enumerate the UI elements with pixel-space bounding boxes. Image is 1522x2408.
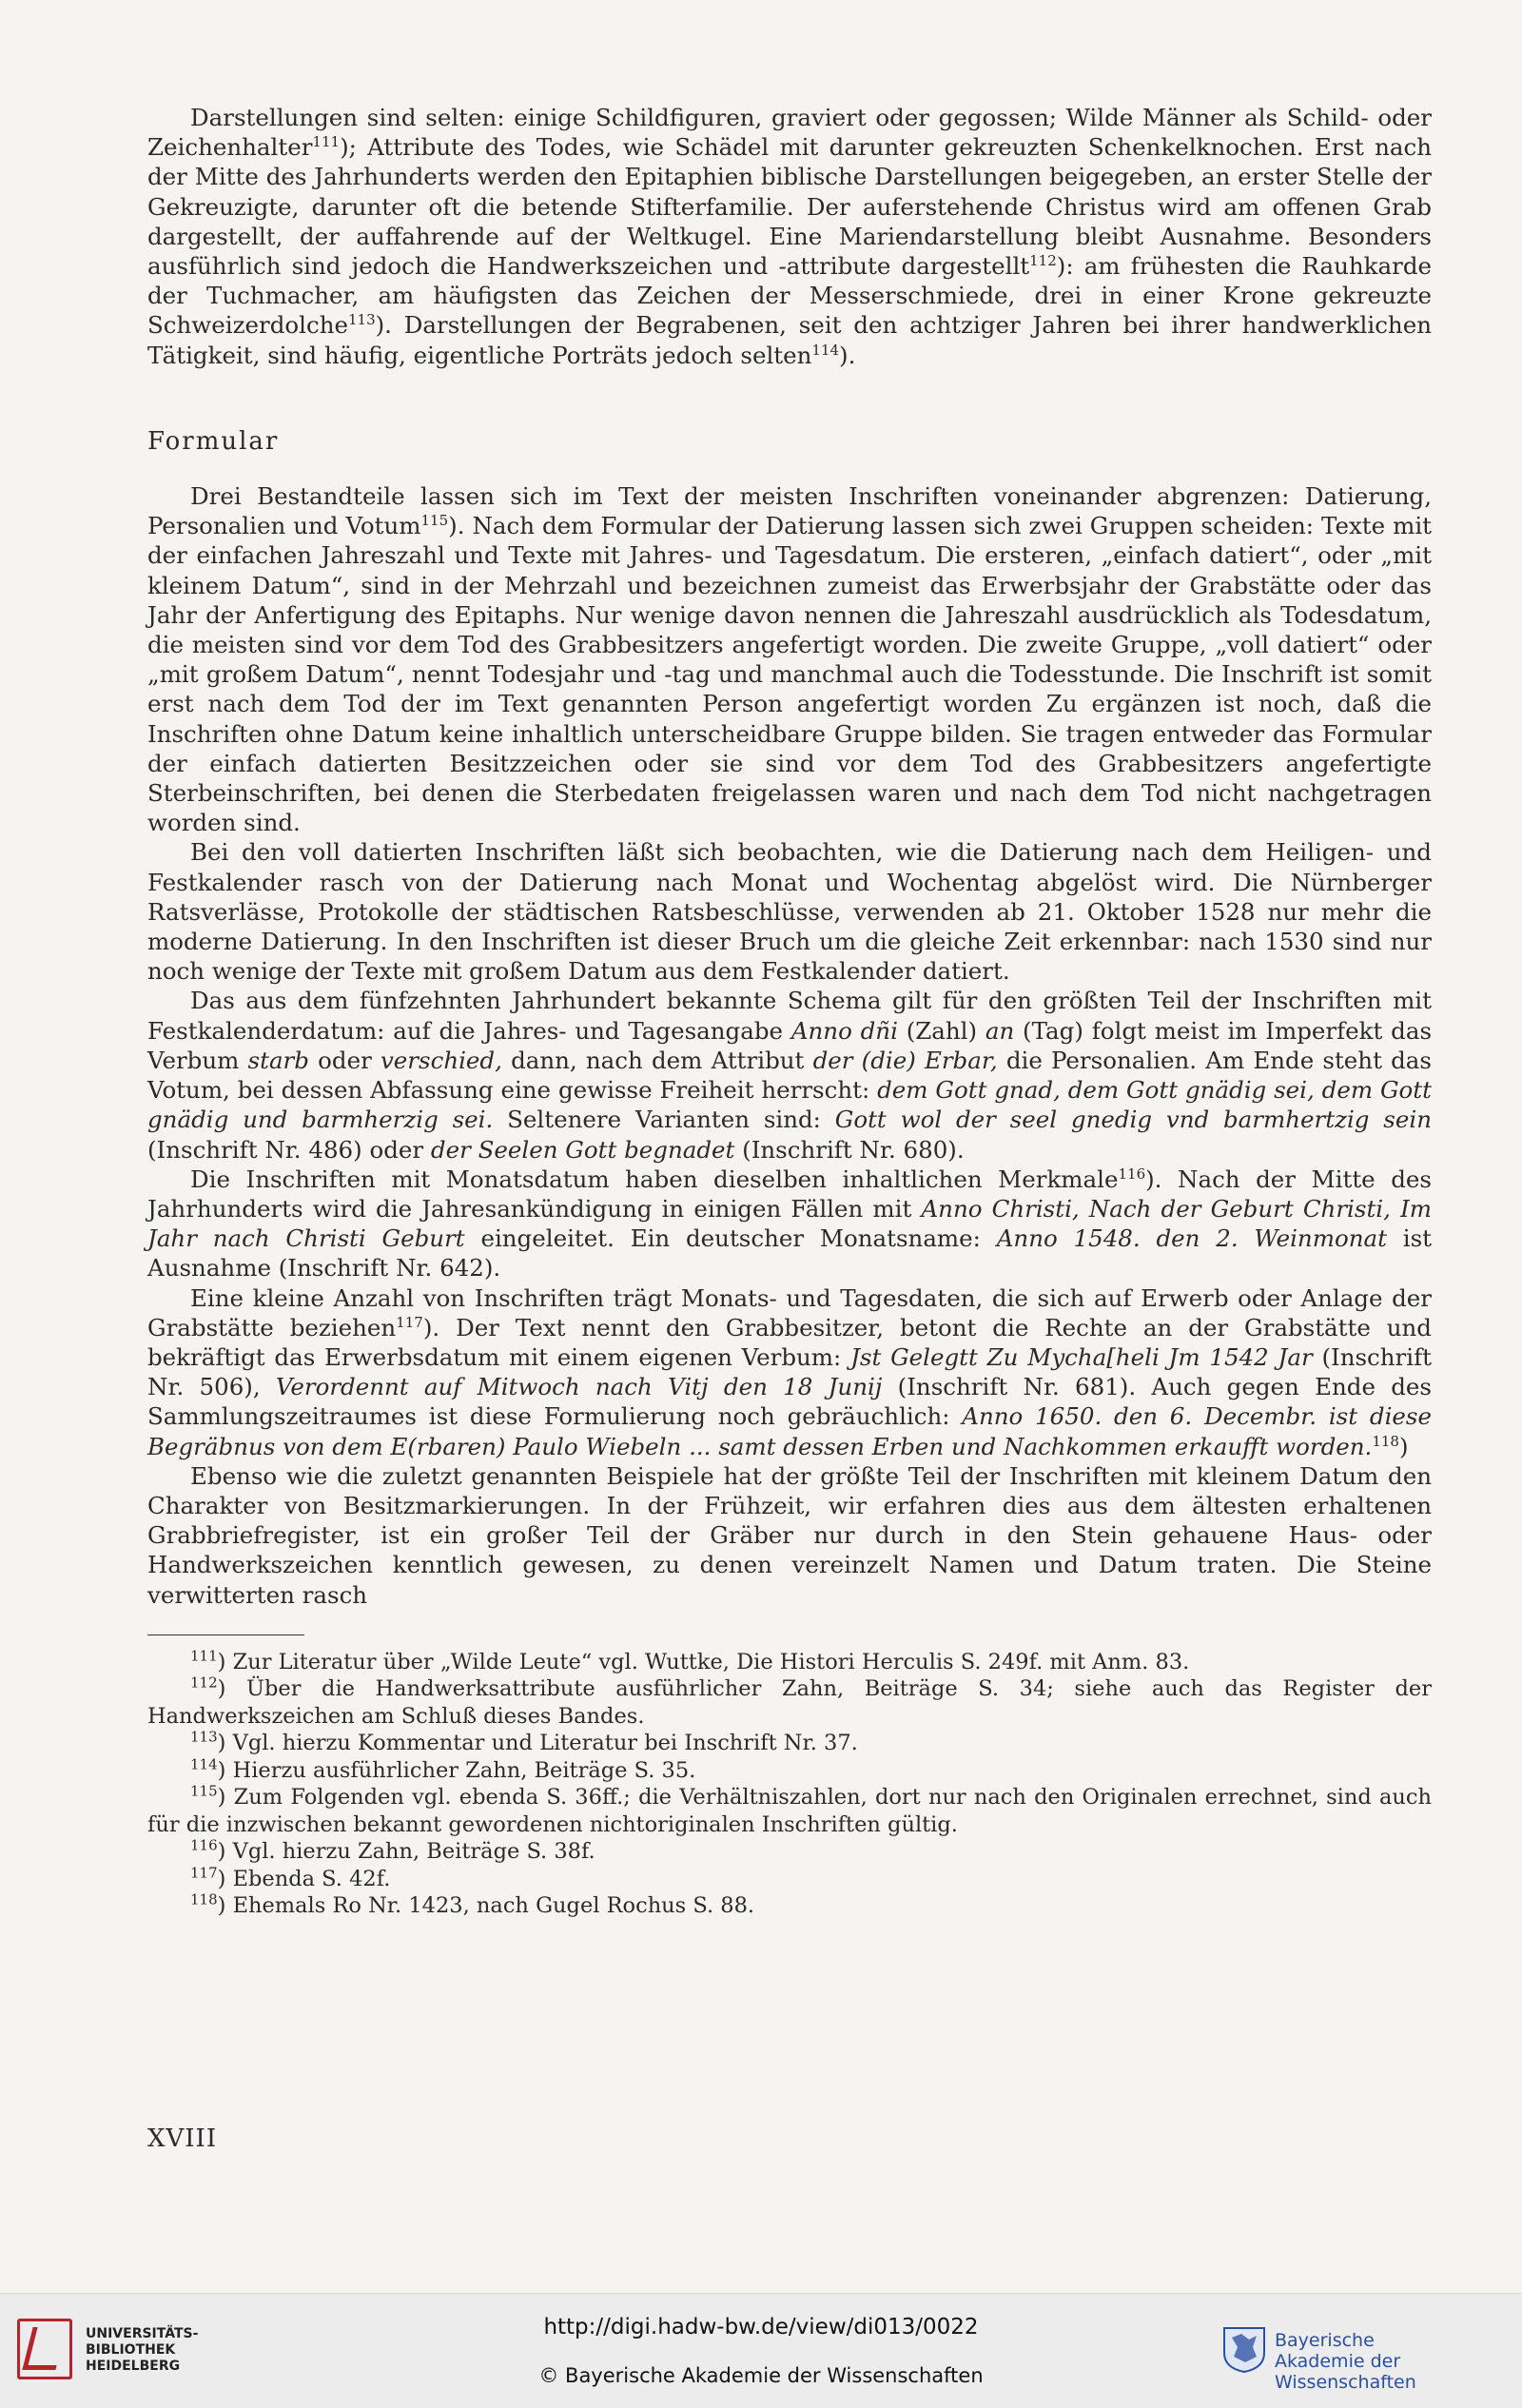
paragraph-5: Die Inschriften mit Monatsdatum haben dieselben inhaltlichen Merkmale$^{116}$). Nach der Mitte des Jahrhunderts wird die Jahresankündigung in einigen Fällen mit Anno Christi, Nach der Geburt Christi, Im Jahr nach Christi Geburt eingeleitet. Ein deutscher Monatsname: Anno 1548. den 2. Weinmonat ist Ausnahme (Inschrift Nr. 642). bbox=[147, 1165, 1432, 1282]
footnote: $^{114}$) Hierzu ausführlicher Zahn, Beiträge S. 35. bbox=[190, 1755, 696, 1783]
footnote: $^{118}$) Ehemals Ro Nr. 1423, nach Gugel Rochus S. 88. bbox=[190, 1890, 755, 1919]
footnotes bbox=[147, 1649, 1432, 1920]
paragraph-3: Bei den voll datierten Inschriften läßt sich beobachten, wie die Datierung nach dem Heiligen- und Festkalender rasch von der Datierung nach Monat und Wochentag abgelöst wird. Die Nürnberger Ratsverlässe, Protokolle der städtischen Ratsbeschlüsse, verwenden ab 21. Oktober 1528 nur mehr die moderne Datierung. In den Inschriften ist dieser Bruch um die gleiche Zeit erkennbar: nach 1530 sind nur noch wenige der Texte mit großem Datum aus dem Festkalender datiert. bbox=[147, 838, 1432, 986]
paragraph-2: Drei Bestandteile lassen sich im Text der meisten Inschriften voneinander abgrenzen: Datierung, Personalien und Votum$^{115}$). Nach dem Formular der Datierung lassen sich zwei Gruppen scheiden: Texte mit der einfachen Jahreszahl und Texte mit Jahres- und Tagesdatum. Die ersteren, „einfach datiert“, oder „mit kleinem Datum“, sind in der Mehrzahl und bezeichnen zumeist das Erwerbsjahr der Grabstätte oder das Jahr der Anfertigung des Epitaphs. Nur wenige davon nennen die Jahreszahl ausdrücklich als Todesdatum, die meisten sind vor dem Tod des Grabbesitzers angefertigt worden. Die zweite Gruppe, „voll datiert“ oder „mit großem Datum“, nennt Todesjahr und -tag und manchmal auch die Todesstunde. Die Inschrift ist somit erst nach dem Tod der im Text genannten Person angefertigt worden Zu ergänzen ist noch, daß die Inschriften ohne Datum keine inhaltlich unterscheidbare Gruppe bilden. Sie tragen entweder das Formular der einfach datierten Besitzzeichen oder sie sind vor dem Tod des Grabbesitzers angefertigte Sterbeinschriften, bei denen die Sterbedaten freigelassen waren und nach dem Tod nicht nachgetragen worden sind. bbox=[147, 482, 1433, 837]
footnote-ref-116[interactable]: 116 bbox=[1118, 1165, 1146, 1183]
footnote-ref-113[interactable]: 113 bbox=[347, 311, 376, 329]
viewer-footer bbox=[0, 2293, 1522, 2408]
footnote: $^{116}$) Vgl. hierzu Zahn, Beiträge S. 38f. bbox=[190, 1836, 595, 1865]
footnote: $^{115}$) Zum Folgenden vgl. ebenda S. 36ff.; die Verhältniszahlen, dort nur nach den Originalen errechnet, sind auch für die inzwischen bekannt gewordenen nichtoriginalen Inschriften gültig. bbox=[147, 1782, 1432, 1837]
main-text bbox=[147, 103, 1432, 1920]
footnote: $^{111}$) Zur Literatur über „Wilde Leute“ vgl. Wuttke, Die Histori Herculis S. 249f. mit Anm. 83. bbox=[190, 1647, 1190, 1674]
footnote-ref-112[interactable]: 112 bbox=[1029, 251, 1057, 269]
copyright-notice: © Bayerische Akademie der Wissenschaften bbox=[538, 2364, 984, 2387]
footnote-ref-118[interactable]: 118 bbox=[1372, 1432, 1399, 1450]
paragraph-1: Darstellungen sind selten: einige Schildfiguren, graviert oder gegossen; Wilde Männer als Schild- oder Zeichenhalter$^{111}$); Attribute des Todes, wie Schädel mit darunter gekreuzten Schenkelknochen. Erst nach der Mitte des Jahrhunderts werden den Epitaphien biblische Darstellungen beigegeben, an erster Stelle der Gekreuzigte, darunter oft die betende Stifterfamilie. Der auferstehende Christus wird am offenen Grab dargestellt, der auffahrende auf der Weltkugel. Eine Mariendarstellung bleibt Ausnahme. Besonders ausführlich sind jedoch die Handwerkszeichen und -attribute dargestellt$^{112}$): am frühesten die Rauhkarde der Tuchmacher, am häufigsten das Zeichen der Messerschmiede, drei in einer Krone gekreuzte Schweizerdolche$^{113}$). Darstellungen der Begrabenen, seit den achtziger Jahren bei ihrer handwerklichen Tätigkeit, sind häufig, eigentliche Porträts jedoch selten$^{114}$). bbox=[147, 104, 1432, 369]
paragraph-7: Ebenso wie die zuletzt genannten Beispiele hat der größte Teil der Inschriften mit kleinem Datum den Charakter von Besitzmarkierungen. In der Frühzeit, wir erfahren dies aus dem ältesten erhaltenen Grabbriefregister, ist ein großer Teil der Gräber nur durch in den Stein gehauene Haus- oder Handwerkszeichen kenntlich gewesen, zu denen vereinzelt Namen und Datum traten. Die Steine verwitterten rasch bbox=[147, 1461, 1432, 1609]
footnote-ref-117[interactable]: 117 bbox=[396, 1313, 423, 1331]
footnote: $^{113}$) Vgl. hierzu Kommentar und Literatur bei Inschrift Nr. 37. bbox=[190, 1728, 858, 1756]
academy-label[interactable]: Bayerische Akademie der Wissenschaften bbox=[1275, 2330, 1416, 2393]
footnote-ref-115[interactable]: 115 bbox=[420, 512, 449, 530]
section-heading: Formular bbox=[147, 426, 280, 456]
university-library-label[interactable]: UNIVERSITÄTS- BIBLIOTHEK HEIDELBERG bbox=[86, 2326, 199, 2374]
footnote: $^{117}$) Ebenda S. 42f. bbox=[190, 1864, 391, 1891]
academy-lion-logo-icon[interactable] bbox=[1220, 2324, 1268, 2374]
paragraph-6: Eine kleine Anzahl von Inschriften trägt Monats- und Tagesdaten, die sich auf Erwerb oder Anlage der Grabstätte beziehen$^{117}$). Der Text nennt den Grabbesitzer, betont die Rechte an der Grabstätte und bekräftigt das Erwerbsdatum mit einem eigenen Verbum: Jst Gelegtt Zu Mycha[heli Jm 1542 Jar (Inschrift Nr. 506), Verordennt auf Mitwoch nach Vitj den 18 Junij (Inschrift Nr. 681). Auch gegen Ende des Sammlungszeitraumes ist diese Formulierung noch gebräuchlich: Anno 1650. den 6. Decembr. ist diese Begräbnus von dem E(rbaren) Paulo Wiebeln ... samt dessen Erben und Nachkommen erkaufft worden.$^{118}$) bbox=[147, 1283, 1433, 1460]
page-number: XVIII bbox=[147, 2124, 218, 2153]
footnote-ref-111[interactable]: 111 bbox=[312, 133, 341, 151]
footnote-ref-114[interactable]: 114 bbox=[811, 341, 840, 359]
paragraph-4: Das aus dem fünfzehnten Jahrhundert bekannte Schema gilt für den größten Teil der Inschriften mit Festkalenderdatum: auf die Jahres- und Tagesangabe Anno dñi (Zahl) an (Tag) folgt meist im Imperfekt das Verbum starb oder verschied, dann, nach dem Attribut der (die) Erbar, die Personalien. Am Ende steht das Votum, bei dessen Abfassung eine gewisse Freiheit herrscht: dem Gott gnad, dem Gott gnädig sei, dem Gott gnädig und barmherzig sei. Seltenere Varianten sind: Gott wol der seel gnedig vnd barmhertzig sein (Inschrift Nr. 486) oder der Seelen Gott begnadet (Inschrift Nr. 680). bbox=[147, 987, 1433, 1164]
footnote: $^{112}$) Über die Handwerksattribute ausführlicher Zahn, Beiträge S. 34; siehe auch das Register der Handwerkszeichen am Schluß dieses Bandes. bbox=[147, 1674, 1432, 1729]
permalink-url[interactable]: http://digi.hadw-bw.de/view/di013/0022 bbox=[543, 2315, 979, 2339]
